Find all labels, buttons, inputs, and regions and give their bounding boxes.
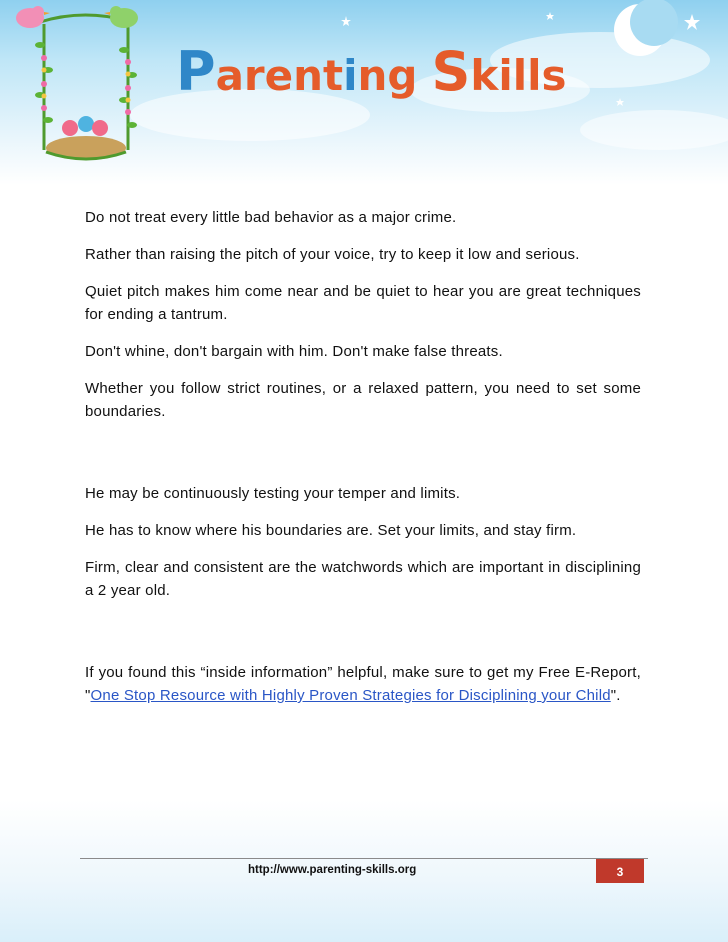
site-logo — [176, 40, 567, 110]
paragraph: Rather than raising the pitch of your voice, try to keep it low and serious. — [85, 246, 580, 263]
logo-letter: P — [176, 40, 216, 103]
closing-paragraph — [85, 661, 641, 707]
paragraph: Don't whine, don't bargain with him. Don't make false threats. — [85, 343, 503, 360]
body-text — [85, 206, 641, 707]
cloud-shape — [580, 110, 728, 150]
paragraph: Firm, clear and consistent are the watchwords which are important in disciplining a 2 year old. — [85, 559, 641, 599]
page-number-badge: 3 — [596, 859, 644, 883]
nest-icon — [46, 116, 126, 160]
logo-text: arent — [215, 51, 344, 100]
logo-text: ng — [357, 51, 418, 100]
footer-divider — [80, 858, 648, 859]
flower-icon — [42, 68, 131, 103]
closing-text: If you found this “inside information” helpful, make sure to get my Free E-Report, " — [85, 664, 641, 704]
paragraph: Do not treat every little bad behavior as a major crime. — [85, 209, 457, 226]
footer-url[interactable]: http://www.parenting-skills.org — [248, 864, 417, 876]
closing-text-end: ". — [610, 687, 621, 704]
logo-letter: S — [431, 40, 471, 103]
paragraph: He has to know where his boundaries are. Set your limits, and stay firm. — [85, 522, 577, 539]
vine-leaves — [35, 42, 137, 128]
paragraph: He may be continuously testing your temper and limits. — [85, 485, 461, 502]
logo-text: i — [343, 51, 358, 100]
paragraph: Whether you follow strict routines, or a relaxed pattern, you need to set some boundaries. — [85, 380, 641, 420]
paragraph: Quiet pitch makes him come near and be quiet to hear you are great techniques for ending a tantrum. — [85, 283, 641, 323]
flower-icon — [41, 55, 131, 115]
free-report-link[interactable]: One Stop Resource with Highly Proven Strategies for Disciplining your Child — [90, 687, 611, 704]
logo-text: kills — [470, 51, 567, 100]
